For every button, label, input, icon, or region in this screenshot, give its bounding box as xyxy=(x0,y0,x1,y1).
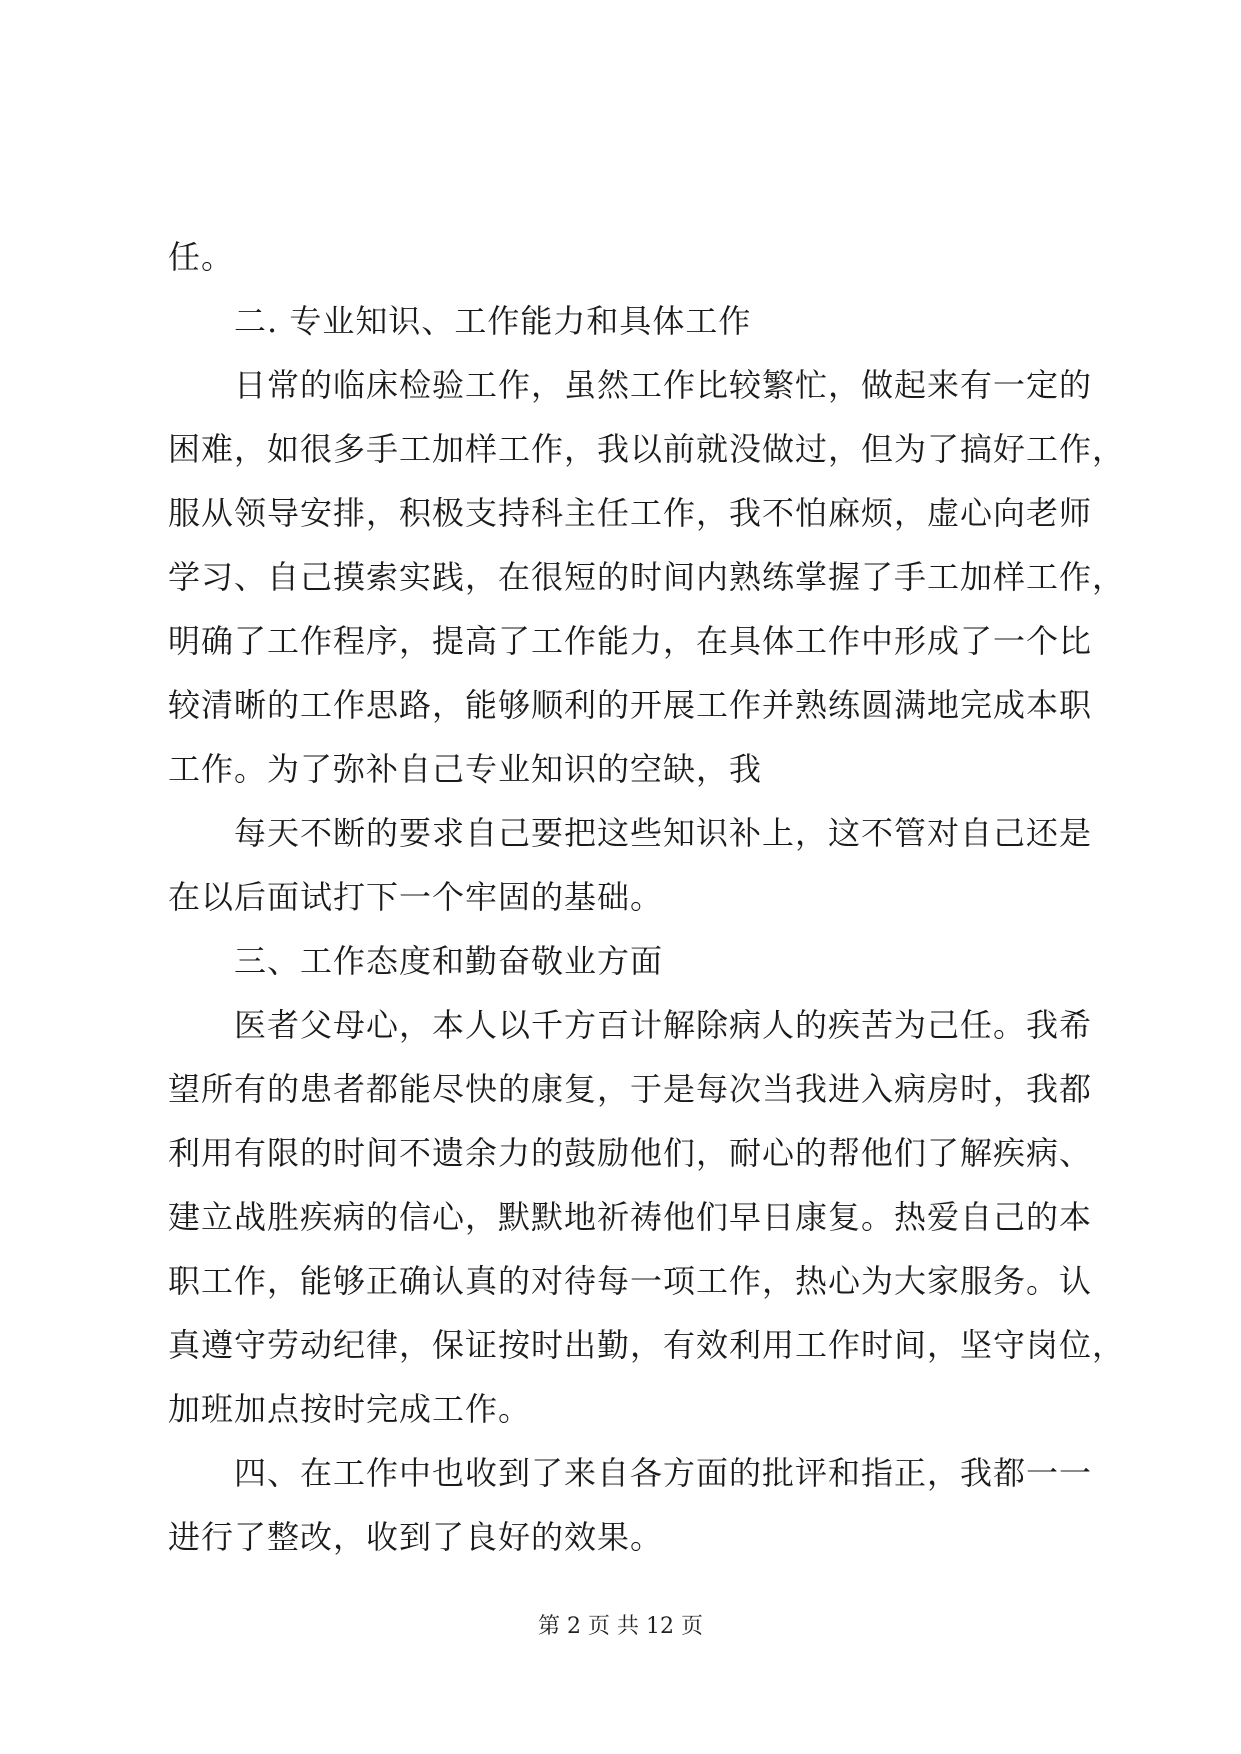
text-line: 医者父母心，本人以千方百计解除病人的疾苦为己任。我希 xyxy=(234,1006,1093,1044)
text-line: 工作。为了弥补自己专业知识的空缺，我 xyxy=(168,750,763,788)
text-line: 困难，如很多手工加样工作，我以前就没做过，但为了搞好工作， xyxy=(168,430,1126,468)
text-line: 真遵守劳动纪律，保证按时出勤，有效利用工作时间，坚守岗位， xyxy=(168,1326,1126,1364)
text-line: 每天不断的要求自己要把这些知识补上，这不管对自己还是 xyxy=(234,814,1093,852)
text-line: 日常的临床检验工作，虽然工作比较繁忙，做起来有一定的 xyxy=(234,366,1093,404)
text-line: 进行了整改，收到了良好的效果。 xyxy=(168,1518,664,1556)
text-line: 职工作，能够正确认真的对待每一项工作，热心为大家服务。认 xyxy=(168,1262,1093,1300)
text-line: 利用有限的时间不遗余力的鼓励他们，耐心的帮他们了解疾病、 xyxy=(168,1134,1093,1172)
page-footer: 第 2 页 共 12 页 xyxy=(538,1614,703,1639)
text-line: 四、在工作中也收到了来自各方面的批评和指正，我都一一 xyxy=(234,1454,1093,1492)
text-line: 三、工作态度和勤奋敬业方面 xyxy=(234,942,664,980)
text-line: 较清晰的工作思路，能够顺利的开展工作并熟练圆满地完成本职 xyxy=(168,686,1093,724)
text-line: 服从领导安排，积极支持科主任工作，我不怕麻烦，虚心向老师 xyxy=(168,494,1093,532)
text-line: 建立战胜疾病的信心，默默地祈祷他们早日康复。热爱自己的本 xyxy=(168,1198,1093,1236)
text-line: 望所有的患者都能尽快的康复，于是每次当我进入病房时，我都 xyxy=(168,1070,1093,1108)
text-line: 明确了工作程序，提高了工作能力，在具体工作中形成了一个比 xyxy=(168,622,1093,660)
text-line: 学习、自己摸索实践，在很短的时间内熟练掌握了手工加样工作， xyxy=(168,558,1126,596)
text-line: 任。 xyxy=(168,238,235,276)
text-line: 二. 专业知识、工作能力和具体工作 xyxy=(234,302,752,340)
body-text xyxy=(168,225,1126,1569)
text-line: 在以后面试打下一个牢固的基础。 xyxy=(168,878,664,916)
text-line: 加班加点按时完成工作。 xyxy=(168,1390,532,1428)
